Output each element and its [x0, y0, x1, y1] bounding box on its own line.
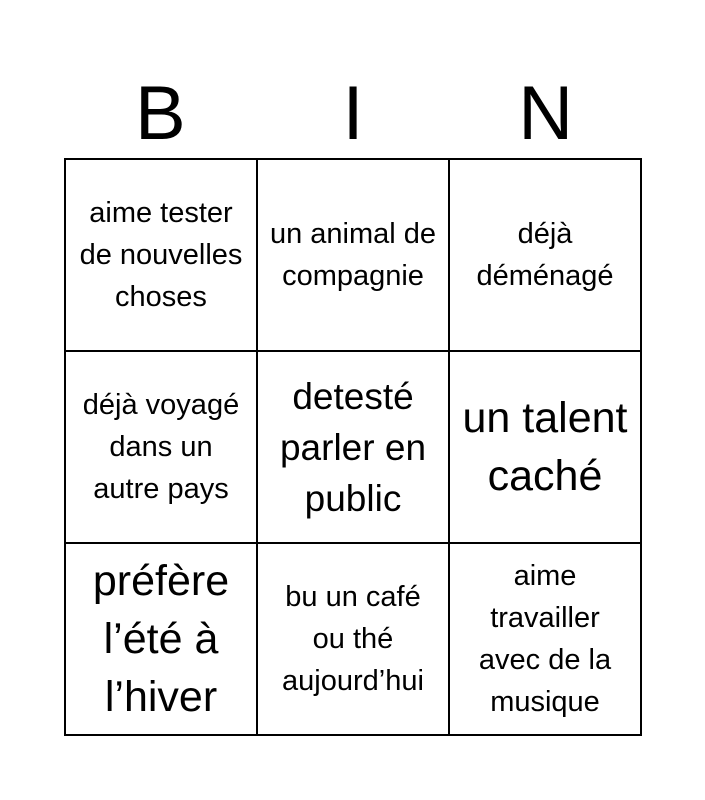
bingo-cell-text: bu un café ou thé aujourd’hui	[282, 581, 424, 697]
header-letter-b: B	[134, 71, 186, 156]
bingo-cell-text: aime travailler avec de la musique	[478, 560, 612, 718]
bingo-cell-8[interactable]	[258, 544, 450, 736]
bingo-cell-9[interactable]	[450, 544, 642, 736]
bingo-cell-text: déjà voyagé dans un autre pays	[82, 389, 240, 505]
bingo-cell-7[interactable]	[66, 544, 258, 736]
bingo-cell-text: detesté parler en public	[279, 375, 427, 519]
bingo-cell-3[interactable]	[450, 160, 642, 352]
bingo-cell-6[interactable]	[450, 352, 642, 544]
bingo-cell-text: un talent caché	[462, 394, 628, 500]
bingo-grid	[64, 158, 642, 736]
header-letter-n: N	[518, 71, 574, 156]
bingo-cell-2[interactable]	[258, 160, 450, 352]
bingo-cell-text: un animal de compagnie	[269, 218, 437, 292]
bingo-cell-text: aime tester de nouvelles choses	[79, 197, 243, 313]
bingo-header	[64, 70, 642, 158]
bingo-cell-text: préfère l’été à l’hiver	[92, 557, 230, 721]
bingo-cell-5[interactable]	[258, 352, 450, 544]
bingo-cell-4[interactable]	[66, 352, 258, 544]
bingo-cell-text: déjà déménagé	[476, 218, 614, 292]
bingo-cell-1[interactable]	[66, 160, 258, 352]
header-letter-i: I	[342, 71, 364, 156]
